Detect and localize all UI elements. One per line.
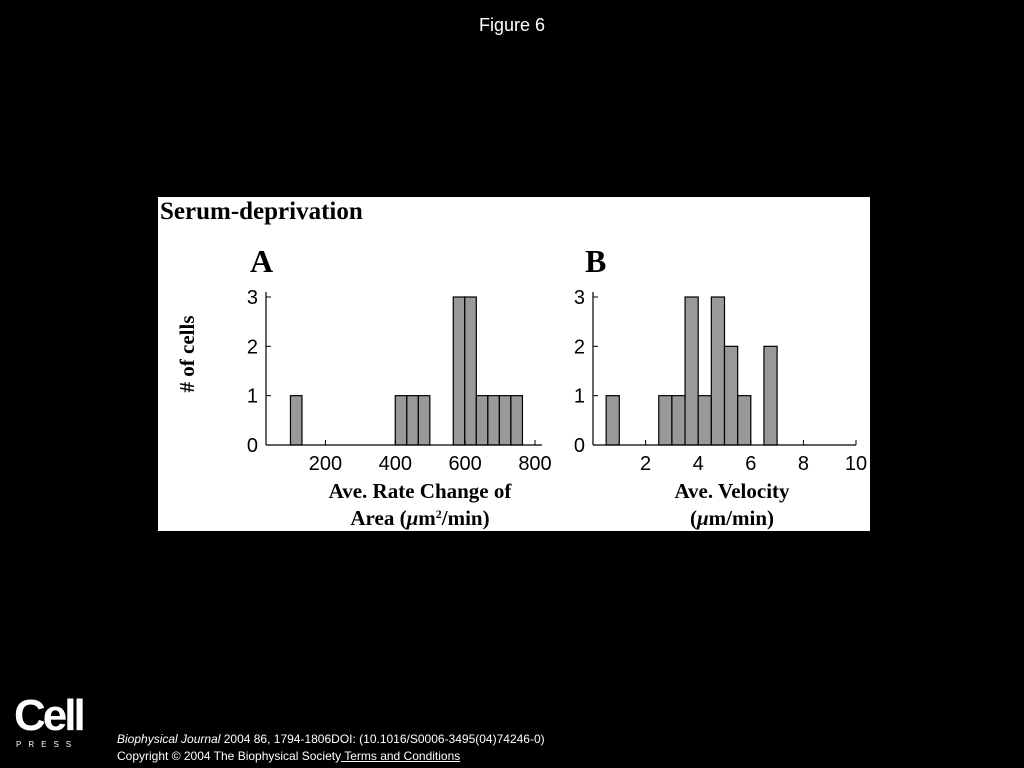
x-tick-label: 6	[745, 453, 757, 475]
histogram-bar	[418, 396, 430, 445]
copyright-text: Copyright © 2004 The Biophysical Society	[117, 749, 342, 763]
histogram-bar	[407, 396, 419, 445]
x-axis-label-line1: Ave. Rate Change of	[328, 479, 512, 503]
histogram-bar	[453, 297, 465, 445]
figure-svg	[158, 197, 870, 531]
histogram-bar	[659, 396, 672, 445]
figure-heading: Serum-deprivation	[160, 198, 363, 225]
press-logo-word: PRESS	[16, 740, 79, 749]
x-tick-label: 400	[378, 453, 412, 475]
y-tick-label: 3	[573, 287, 585, 309]
histogram-bar	[738, 396, 751, 445]
citation-line	[117, 731, 545, 748]
citation-text: 2004 86, 1794-1806DOI: (10.1016/S0006-3495(04)74246-0)	[220, 732, 545, 746]
copyright-line	[117, 748, 545, 765]
x-axis-label-line2: (μm/min)	[689, 506, 775, 530]
x-tick-label: 600	[448, 453, 482, 475]
histogram-bar	[711, 297, 724, 445]
y-tick-label: 1	[573, 385, 585, 408]
histogram-bar	[606, 396, 619, 445]
histogram-bar	[511, 396, 523, 445]
y-tick-label: 2	[573, 336, 585, 359]
x-tick-label: 800	[518, 453, 552, 475]
x-tick-label: 8	[797, 453, 809, 475]
cell-logo-word: Cell	[14, 691, 83, 740]
histogram-bar	[488, 396, 500, 445]
figure-panel	[158, 197, 870, 531]
cell-press-logo	[14, 691, 86, 754]
histogram-bar	[685, 297, 698, 445]
y-tick-label: 0	[573, 435, 585, 457]
x-axis-label-line1: Ave. Velocity	[674, 479, 790, 503]
histogram-bar	[499, 396, 511, 445]
panel-label: B	[585, 243, 607, 279]
histogram-bar	[698, 396, 711, 445]
y-tick-label: 3	[246, 287, 258, 309]
histogram-bar	[764, 346, 777, 445]
histogram-bar	[465, 297, 477, 445]
y-axis-label: # of cells	[175, 315, 199, 393]
citation-block	[117, 731, 545, 765]
histogram-bar	[725, 346, 738, 445]
panel-label: A	[250, 243, 274, 279]
histogram-bar	[395, 396, 407, 445]
journal-name: Biophysical Journal	[117, 732, 221, 746]
histogram-bar	[290, 396, 302, 445]
y-tick-label: 2	[246, 336, 258, 359]
x-tick-label: 2	[640, 453, 652, 475]
histogram-bar	[672, 396, 685, 445]
x-tick-label: 4	[692, 453, 704, 475]
panel-a-chart	[175, 243, 552, 530]
histogram-bar	[476, 396, 488, 445]
terms-and-conditions-link[interactable]: Terms and Conditions	[341, 749, 461, 763]
panel-b-chart	[574, 243, 867, 530]
x-tick-label: 200	[308, 453, 343, 475]
y-tick-label: 1	[246, 385, 258, 408]
x-axis-label-line2: Area $(\mu m^2/\min)$	[350, 506, 490, 530]
slide-title: Figure 6	[478, 15, 546, 35]
x-tick-label: 10	[844, 453, 868, 475]
y-tick-label: 0	[246, 435, 258, 457]
